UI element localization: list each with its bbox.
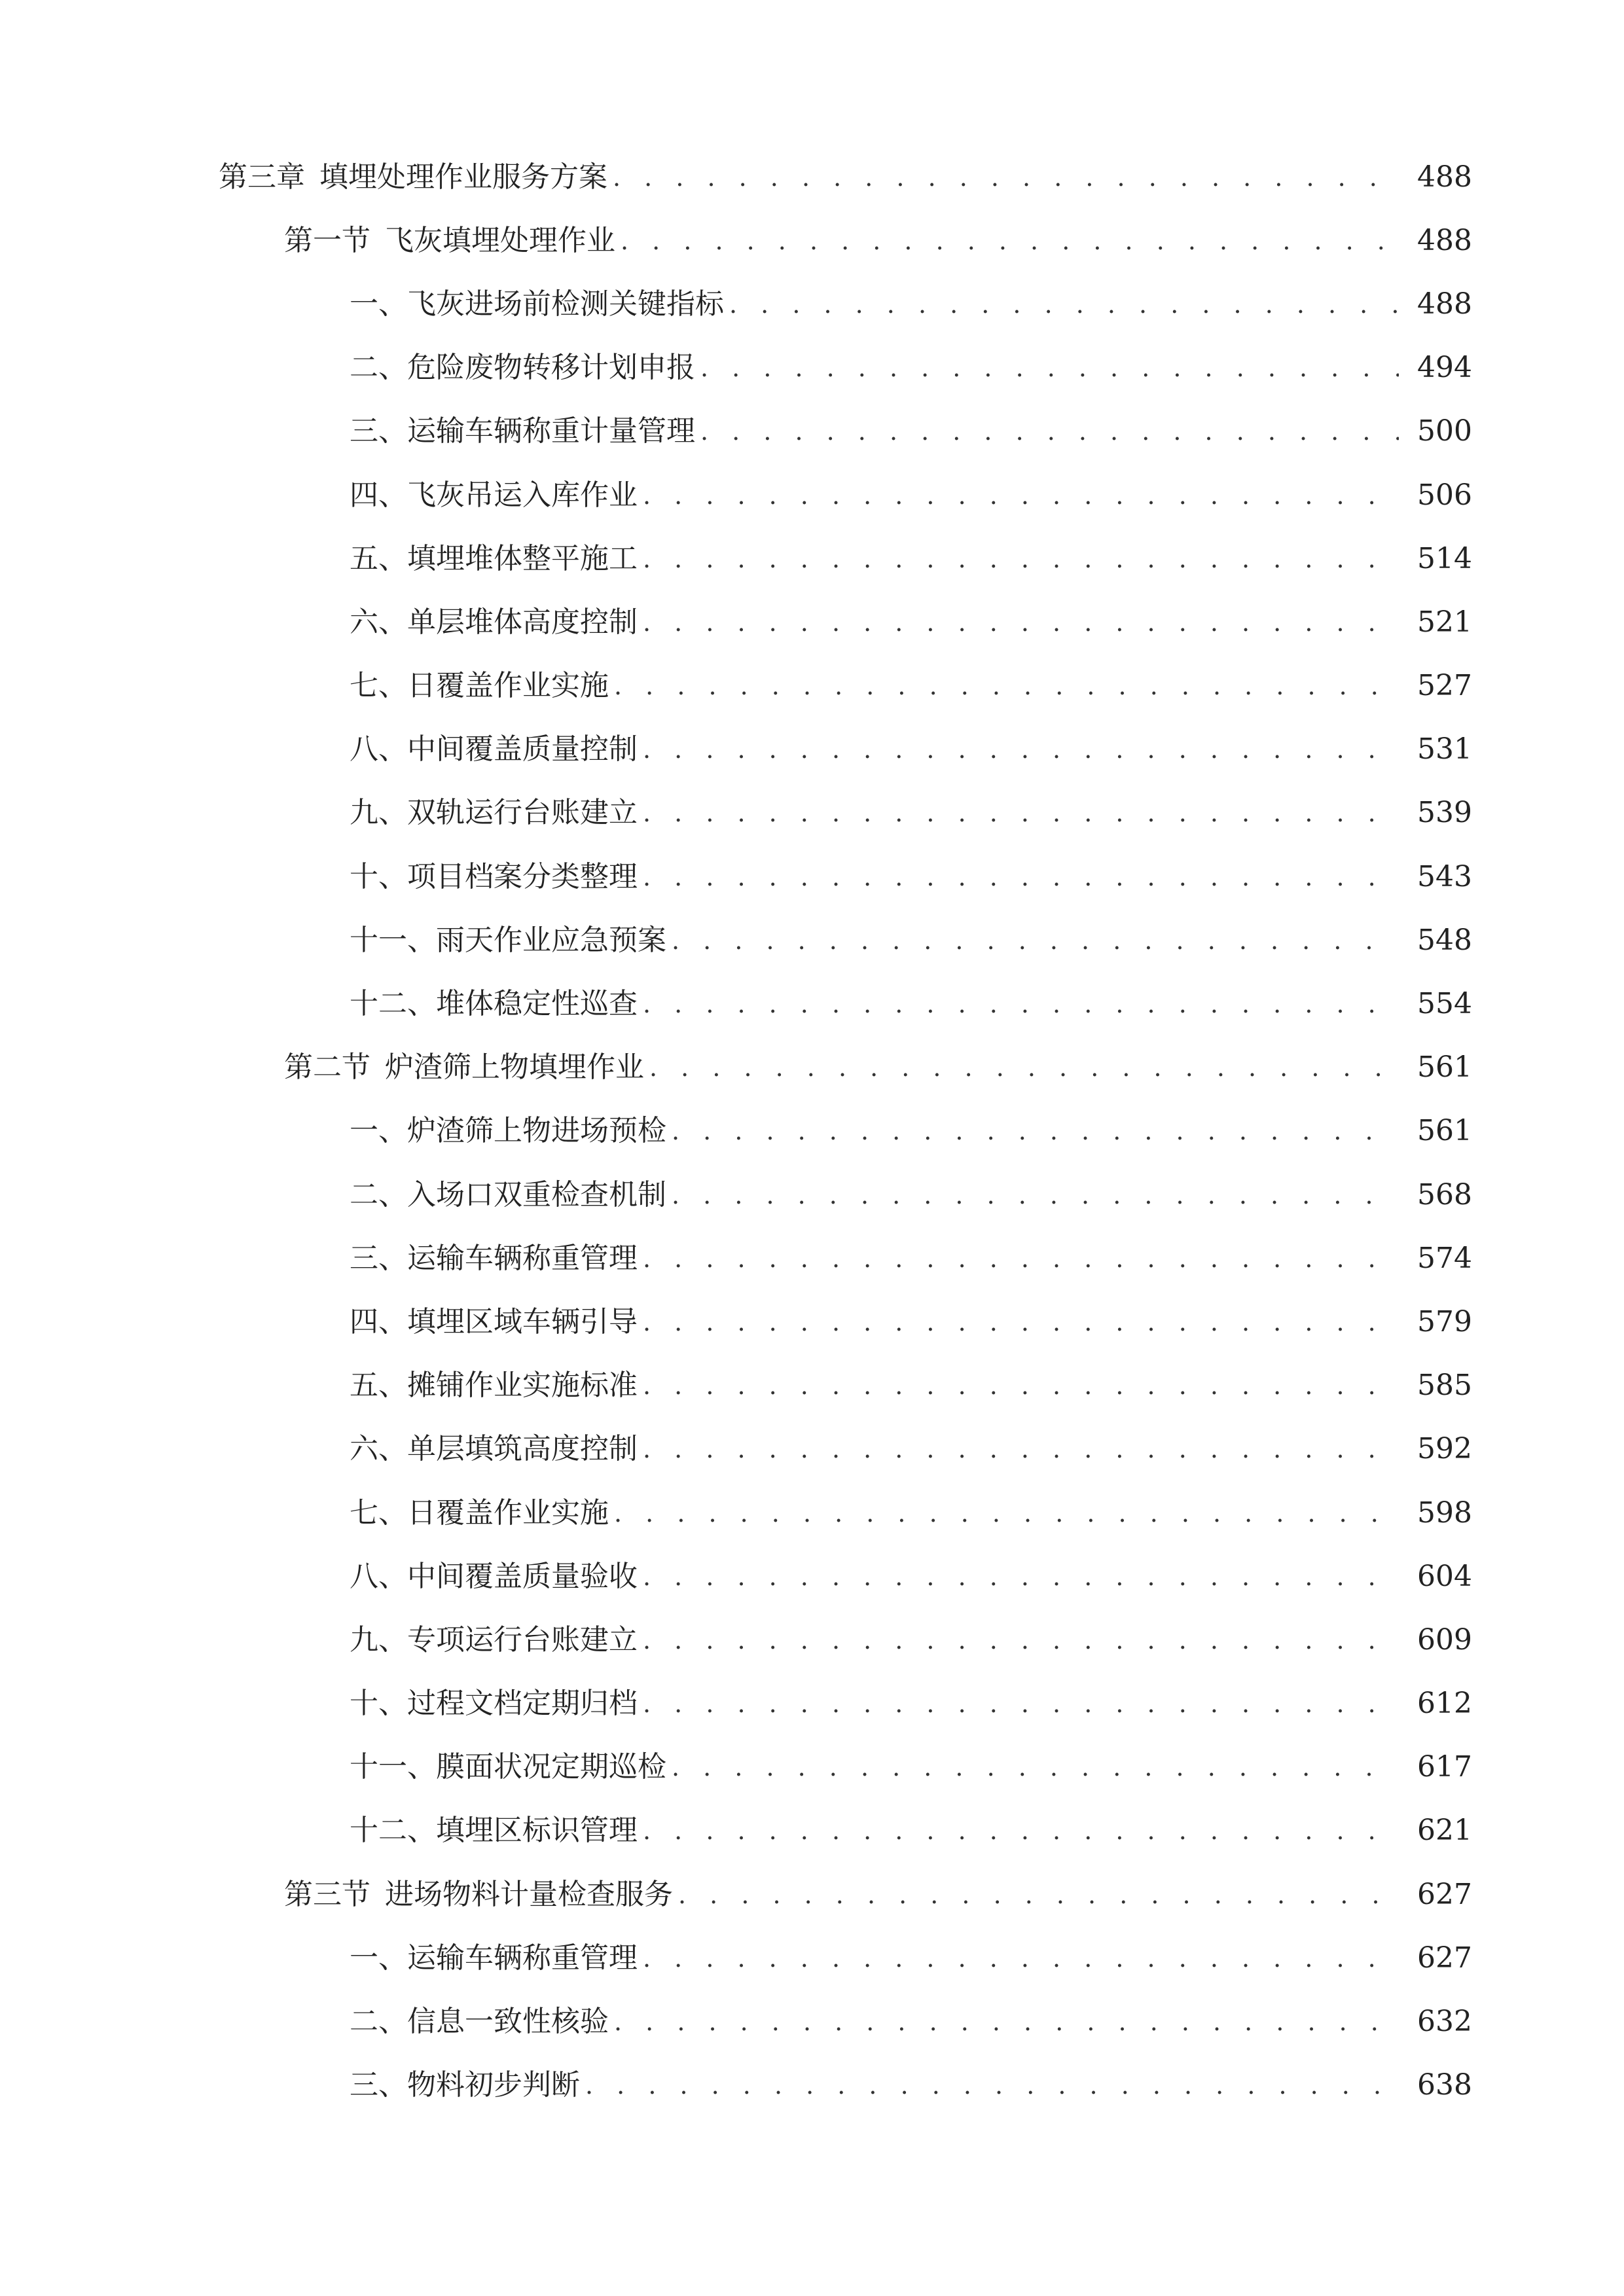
- toc-entry-page-number: 632: [1417, 2005, 1472, 2039]
- toc-entry-page-number: 531: [1417, 732, 1472, 766]
- toc-entry-title: 雨天作业应急预案: [436, 923, 666, 957]
- toc-entry-page-number: 514: [1417, 541, 1472, 575]
- toc-entry-page-number: 521: [1417, 605, 1472, 639]
- toc-entry-page-number: 609: [1417, 1623, 1472, 1657]
- toc-entry[interactable]: [0, 1036, 1624, 1100]
- toc-entry[interactable]: [0, 527, 1624, 590]
- dot-leader: [643, 865, 1399, 889]
- toc-entry-title: 进场物料计量检查服务: [385, 1877, 673, 1911]
- dot-leader: [643, 1564, 1399, 1589]
- toc-entry-title: 炉渣筛上物进场预检: [407, 1114, 666, 1148]
- toc-entry-title: 运输车辆称重管理: [407, 1941, 638, 1975]
- toc-entry-title: 堆体稳定性巡查: [436, 987, 638, 1021]
- toc-entry-title: 摊铺作业实施标准: [407, 1369, 638, 1403]
- toc-entry[interactable]: [0, 1608, 1624, 1672]
- dot-leader: [643, 1628, 1399, 1653]
- toc-entry-title: 中间覆盖质量验收: [407, 1559, 638, 1593]
- toc-entry-number: 八、: [350, 732, 407, 766]
- toc-entry[interactable]: [0, 1545, 1624, 1608]
- toc-entry-title: 日覆盖作业实施: [407, 669, 609, 703]
- toc-entry-page-number: 494: [1417, 351, 1472, 385]
- toc-entry-number: 三、: [350, 414, 407, 448]
- toc-entry-number: 三、: [350, 1241, 407, 1275]
- toc-entry-page-number: 561: [1417, 1050, 1472, 1085]
- toc-entry-number: 五、: [350, 541, 407, 575]
- dot-leader: [643, 737, 1399, 762]
- toc-entry-page-number: 561: [1417, 1114, 1472, 1148]
- toc-entry-number: 一、: [350, 1114, 407, 1148]
- toc-entry-title: 填埋区标识管理: [436, 1814, 638, 1848]
- table-of-contents: [0, 145, 1624, 2117]
- toc-entry[interactable]: [0, 1990, 1624, 2053]
- toc-entry[interactable]: [0, 1672, 1624, 1736]
- toc-entry-title: 项目档案分类整理: [407, 859, 638, 893]
- toc-entry-page-number: 627: [1417, 1941, 1472, 1975]
- toc-entry-title: 填埋区域车辆引导: [407, 1304, 638, 1338]
- dot-leader: [649, 1055, 1399, 1080]
- dot-leader: [643, 1437, 1399, 1462]
- toc-entry[interactable]: [0, 1863, 1624, 1926]
- toc-entry-page-number: 548: [1417, 923, 1472, 957]
- toc-entry[interactable]: [0, 972, 1624, 1035]
- toc-entry-page-number: 554: [1417, 987, 1472, 1021]
- toc-entry-page-number: 627: [1417, 1877, 1472, 1911]
- toc-entry-title: 信息一致性核验: [407, 2005, 609, 2039]
- toc-entry-number: 四、: [350, 1304, 407, 1338]
- toc-entry-page-number: 598: [1417, 1496, 1472, 1530]
- dot-leader: [614, 1501, 1399, 1526]
- dot-leader: [643, 1691, 1399, 1716]
- dot-leader: [643, 610, 1399, 635]
- toc-entry-number: 四、: [350, 478, 407, 512]
- toc-entry[interactable]: [0, 1481, 1624, 1545]
- toc-entry[interactable]: [0, 655, 1624, 718]
- toc-entry-number: 九、: [350, 796, 407, 830]
- toc-entry[interactable]: [0, 209, 1624, 272]
- toc-entry-page-number: 543: [1417, 859, 1472, 893]
- toc-entry[interactable]: [0, 2054, 1624, 2117]
- toc-entry-page-number: 612: [1417, 1687, 1472, 1721]
- toc-entry-title: 填埋处理作业服务方案: [319, 160, 607, 194]
- toc-entry-number: 二、: [350, 351, 407, 385]
- toc-entry-number: 十二、: [350, 987, 436, 1021]
- toc-entry-number: 第一节: [284, 223, 370, 257]
- toc-entry-page-number: 488: [1417, 223, 1472, 257]
- toc-entry-page-number: 621: [1417, 1814, 1472, 1848]
- toc-entry-page-number: 527: [1417, 669, 1472, 703]
- toc-entry-title: 危险废物转移计划申报: [407, 351, 695, 385]
- toc-entry[interactable]: [0, 781, 1624, 845]
- dot-leader: [643, 1946, 1399, 1971]
- dot-leader: [672, 1119, 1399, 1143]
- toc-entry[interactable]: [0, 1227, 1624, 1290]
- dot-leader: [672, 1755, 1399, 1780]
- toc-entry-number: 十一、: [350, 923, 436, 957]
- toc-entry-number: 七、: [350, 1496, 407, 1530]
- toc-entry-page-number: 579: [1417, 1304, 1472, 1338]
- toc-entry[interactable]: [0, 1736, 1624, 1799]
- toc-entry-page-number: 488: [1417, 160, 1472, 194]
- toc-entry[interactable]: [0, 1100, 1624, 1163]
- dot-leader: [729, 292, 1399, 317]
- toc-entry-number: 六、: [350, 605, 407, 639]
- toc-entry[interactable]: [0, 336, 1624, 400]
- dot-leader: [613, 165, 1399, 190]
- toc-entry-title: 单层填筑高度控制: [407, 1432, 638, 1466]
- dot-leader: [643, 547, 1399, 571]
- toc-entry[interactable]: [0, 400, 1624, 463]
- dot-leader: [672, 1183, 1399, 1208]
- dot-leader: [643, 1818, 1399, 1843]
- toc-entry[interactable]: [0, 145, 1624, 209]
- toc-entry-number: 第三章: [219, 160, 305, 194]
- toc-entry-number: 第三节: [284, 1877, 370, 1911]
- toc-entry-title: 飞灰吊运入库作业: [407, 478, 638, 512]
- toc-entry[interactable]: [0, 1354, 1624, 1418]
- toc-entry-title: 膜面状况定期巡检: [436, 1750, 666, 1784]
- toc-entry[interactable]: [0, 590, 1624, 654]
- dot-leader: [643, 800, 1399, 825]
- toc-entry-title: 中间覆盖质量控制: [407, 732, 638, 766]
- toc-entry-title: 炉渣筛上物填埋作业: [385, 1050, 644, 1085]
- toc-entry-page-number: 488: [1417, 287, 1472, 321]
- toc-entry-number: 二、: [350, 2005, 407, 2039]
- toc-entry-number: 二、: [350, 1177, 407, 1211]
- toc-entry-title: 单层堆体高度控制: [407, 605, 638, 639]
- toc-entry-number: 十、: [350, 1687, 407, 1721]
- toc-entry-number: 三、: [350, 2068, 407, 2102]
- toc-entry-title: 运输车辆称重管理: [407, 1241, 638, 1275]
- dot-leader: [700, 419, 1399, 444]
- dot-leader: [643, 1246, 1399, 1271]
- toc-entry-number: 八、: [350, 1559, 407, 1593]
- toc-entry[interactable]: [0, 1290, 1624, 1354]
- toc-entry-page-number: 617: [1417, 1750, 1472, 1784]
- toc-entry-page-number: 568: [1417, 1177, 1472, 1211]
- dot-leader: [643, 1373, 1399, 1398]
- toc-entry-number: 十、: [350, 859, 407, 893]
- toc-entry[interactable]: [0, 272, 1624, 336]
- dot-leader: [643, 992, 1399, 1016]
- dot-leader: [700, 355, 1399, 380]
- toc-entry-number: 一、: [350, 287, 407, 321]
- toc-entry-number: 五、: [350, 1369, 407, 1403]
- toc-entry[interactable]: [0, 463, 1624, 527]
- toc-entry-title: 物料初步判断: [407, 2068, 580, 2102]
- toc-entry-title: 入场口双重检查机制: [407, 1177, 666, 1211]
- toc-entry-title: 填埋堆体整平施工: [407, 541, 638, 575]
- toc-entry-title: 运输车辆称重计量管理: [407, 414, 695, 448]
- toc-entry-number: 第二节: [284, 1050, 370, 1085]
- toc-entry-page-number: 506: [1417, 478, 1472, 512]
- dot-leader: [614, 2009, 1399, 2034]
- toc-entry-number: 六、: [350, 1432, 407, 1466]
- toc-entry-title: 过程文档定期归档: [407, 1687, 638, 1721]
- toc-entry-title: 飞灰填埋处理作业: [385, 223, 615, 257]
- toc-entry-title: 双轨运行台账建立: [407, 796, 638, 830]
- dot-leader: [678, 1882, 1399, 1907]
- toc-entry-number: 七、: [350, 669, 407, 703]
- dot-leader: [614, 673, 1399, 698]
- dot-leader: [585, 2073, 1399, 2098]
- toc-entry[interactable]: [0, 718, 1624, 781]
- toc-entry-number: 十一、: [350, 1750, 436, 1784]
- toc-entry-page-number: 638: [1417, 2068, 1472, 2102]
- toc-entry-number: 一、: [350, 1941, 407, 1975]
- toc-entry-page-number: 539: [1417, 796, 1472, 830]
- toc-entry-page-number: 574: [1417, 1241, 1472, 1275]
- toc-entry-title: 飞灰进场前检测关键指标: [407, 287, 724, 321]
- toc-entry[interactable]: [0, 845, 1624, 908]
- toc-entry[interactable]: [0, 1418, 1624, 1481]
- toc-entry-page-number: 500: [1417, 414, 1472, 448]
- toc-entry-number: 九、: [350, 1623, 407, 1657]
- dot-leader: [672, 928, 1399, 953]
- dot-leader: [643, 1310, 1399, 1335]
- toc-entry-number: 十二、: [350, 1814, 436, 1848]
- toc-entry[interactable]: [0, 1163, 1624, 1227]
- toc-entry[interactable]: [0, 1926, 1624, 1990]
- toc-entry[interactable]: [0, 1799, 1624, 1863]
- dot-leader: [643, 483, 1399, 508]
- toc-entry[interactable]: [0, 908, 1624, 972]
- toc-entry-page-number: 585: [1417, 1369, 1472, 1403]
- toc-entry-page-number: 604: [1417, 1559, 1472, 1593]
- toc-entry-title: 专项运行台账建立: [407, 1623, 638, 1657]
- toc-entry-title: 日覆盖作业实施: [407, 1496, 609, 1530]
- toc-entry-page-number: 592: [1417, 1432, 1472, 1466]
- dot-leader: [621, 228, 1399, 253]
